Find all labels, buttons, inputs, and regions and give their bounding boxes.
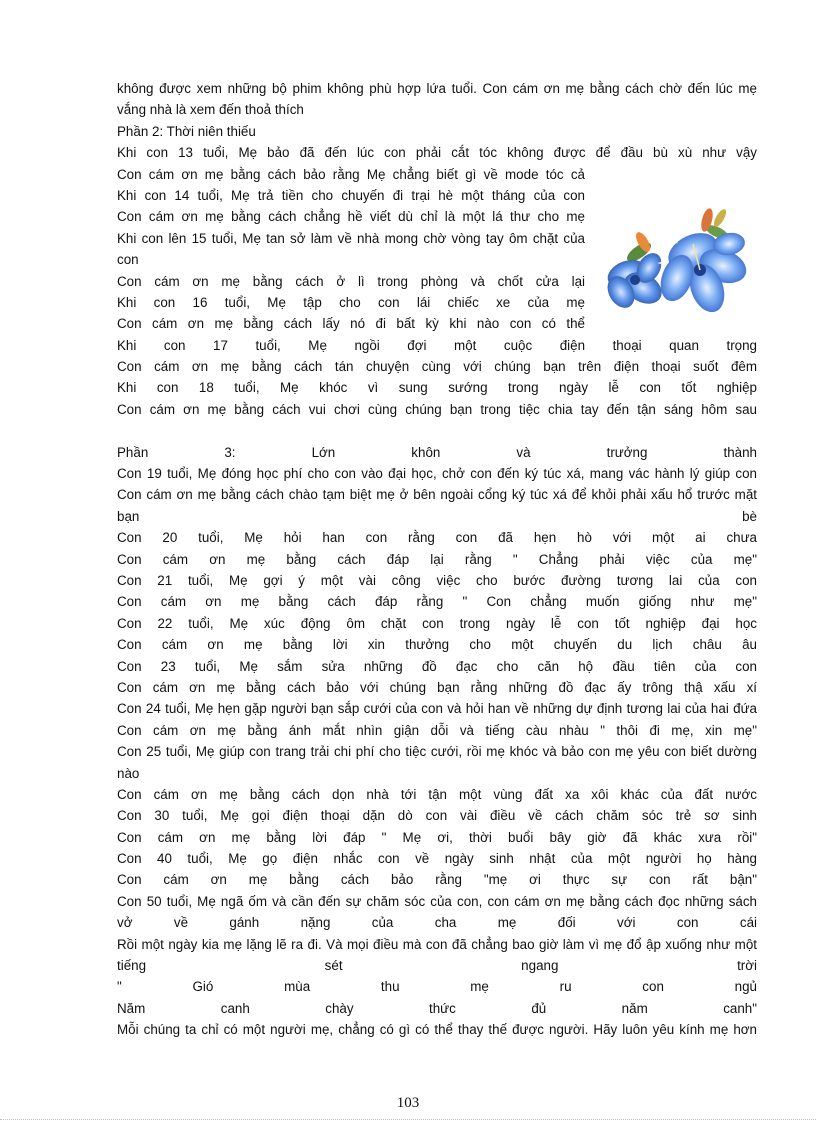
text-line: Rồi một ngày kia mẹ lặng lẽ ra đi. Và mọi điều mà con đã chẳng bao giờ làm vì mẹ đổ ập xuống như một (117, 936, 757, 952)
section-heading: Phần 3: Lớn khôn và trưởng thành (117, 444, 757, 460)
text-line: nào (117, 765, 140, 781)
poem-line: Năm canh chày thức đủ năm canh" (117, 1000, 757, 1016)
text-line: Con cám ơn mẹ bằng cách vui chơi cùng chúng bạn trong tiệc chia tay đến tận sáng hôm sau (117, 401, 757, 417)
text-line: Khi con lên 15 tuổi, Mẹ tan sở làm về nhà mong chờ vòng tay ôm chặt của (117, 230, 585, 246)
page-number: 103 (396, 1095, 420, 1111)
text-line: Con cám ơn mẹ bằng ánh mắt nhìn giận dỗi và tiếng càu nhàu " thôi đi mẹ, xin mẹ" (117, 722, 757, 738)
text-line: Con cám ơn mẹ bằng lời đáp " Mẹ ơi, thời buổi bây giờ đã khác xưa rồi" (117, 829, 757, 845)
text-line: Mỗi chúng ta chỉ có một người mẹ, chẳng có gì có thể thay thế được người. Hãy luôn yêu kính mẹ hơn (117, 1022, 757, 1038)
text-line: bạn bè (117, 508, 757, 524)
text-line: Con cám ơn mẹ bằng lời xin thưởng cho một chuyến du lịch châu âu (117, 637, 757, 653)
text-line: Con cám ơn mẹ bằng cách dọn nhà tới tận một vùng đất xa xôi khác của đất nước (117, 786, 757, 802)
text-line: Con 20 tuổi, Mẹ hỏi han con rằng con đã hẹn hò với một ai chưa (117, 530, 757, 546)
text-line: Con cám ơn mẹ bằng cách bảo rằng "mẹ ơi thực sự con rất bận" (117, 872, 757, 888)
text-line: Con cám ơn mẹ bằng cách bảo rằng Mẹ chẳng biết gì về mode tóc cả (117, 166, 585, 182)
text-line: Con 40 tuổi, Mẹ gọ điện nhắc con về ngày sinh nhật của một người họ hàng (117, 851, 757, 867)
text-line: Khi con 18 tuổi, Mẹ khóc vì sung sướng trong ngày lễ con tốt nghiệp (117, 380, 757, 396)
text-line: Khi con 17 tuổi, Mẹ ngồi đợi một cuộc điện thoại quan trọng (117, 337, 757, 353)
text-line: vở về gánh nặng của cha mẹ đối với con cái (117, 915, 757, 931)
text-line: Con cám ơn mẹ bằng cách bảo với chúng bạn rằng những đồ đạc ấy trông thậ xấu xí (117, 679, 757, 695)
blank-line (117, 420, 757, 441)
text-line: Con 24 tuổi, Mẹ hẹn gặp người bạn sắp cưới của con và hỏi han về những dự định tương lai của hai đứa (117, 701, 757, 717)
text-line: Con 19 tuổi, Mẹ đóng học phí cho con vào đại học, chở con đến ký túc xá, mang vác hành lý giúp con (117, 466, 757, 482)
text-line: Con cám ơn mẹ bằng cách lấy nó đi bất kỳ khi nào con có thể (117, 316, 585, 332)
text-line: Con cám ơn mẹ bằng cách chẳng hề viết dù chỉ là một lá thư cho mẹ (117, 209, 585, 225)
text-line: Khi con 13 tuổi, Mẹ bảo đã đến lúc con phải cắt tóc không được để đầu bù xù như vậy (117, 145, 757, 161)
text-line: Khi con 16 tuổi, Mẹ tập cho con lái chiếc xe của mẹ (117, 294, 585, 310)
poem-line: " Gió mùa thu mẹ ru con ngủ (117, 979, 757, 995)
text-line: Khi con 14 tuổi, Mẹ trả tiền cho chuyến đi trại hè một tháng của con (117, 187, 585, 203)
text-line: tiếng sét ngang trời (117, 958, 757, 974)
text-line: Con 25 tuổi, Mẹ giúp con trang trải chi phí cho tiệc cưới, rồi mẹ khóc và bảo con mẹ yêu con biết dường (117, 744, 757, 760)
text-line: con (117, 252, 139, 268)
text-line: Con 50 tuổi, Mẹ ngã ốm và cần đến sự chăm sóc của con, con cám ơn mẹ bằng cách đọc những sách (117, 893, 757, 909)
text-line: Con cám ơn mẹ bằng cách ở lì trong phòng và chốt cửa lại (117, 273, 585, 289)
text-line: Con 23 tuổi, Mẹ sắm sửa những đồ đạc cho căn hộ đầu tiên của con (117, 658, 757, 674)
text-line: không được xem những bộ phim không phù hợp lứa tuổi. Con cám ơn mẹ bằng cách chờ đến lúc mẹ (117, 81, 757, 96)
section-heading: Phần 2: Thời niên thiếu (117, 123, 256, 139)
page-bottom-divider (0, 1119, 816, 1120)
text-line: Con cám ơn mẹ bằng cách chào tạm biệt mẹ ở bên ngoài cổng ký túc xá để khỏi phải xấu hổ trước mặt (117, 487, 757, 503)
blue-hibiscus-flower-icon (597, 204, 749, 312)
text-line: Con cám ơn mẹ bằng cách đáp rằng " Con chẳng muốn giống như mẹ" (117, 594, 757, 610)
text-line: Con 21 tuổi, Mẹ gợi ý một vài công việc cho bước đường tương lai của con (117, 572, 757, 588)
text-line: vắng nhà là xem đến thoả thích (117, 102, 304, 118)
text-line: Con cám ơn mẹ bằng cách đáp lại rằng " Chẳng phải việc của mẹ" (117, 551, 757, 567)
text-line: Con 22 tuổi, Mẹ xúc động ôm chặt con trong ngày lễ con tốt nghiệp đại học (117, 615, 757, 631)
text-line: Con cám ơn mẹ bằng cách tán chuyện cùng với chúng bạn trên điện thoại suốt đêm (117, 359, 757, 375)
text-line: Con 30 tuổi, Mẹ gọi điện thoại dặn dò con vài điều về cách chăm sóc trẻ sơ sinh (117, 808, 757, 824)
